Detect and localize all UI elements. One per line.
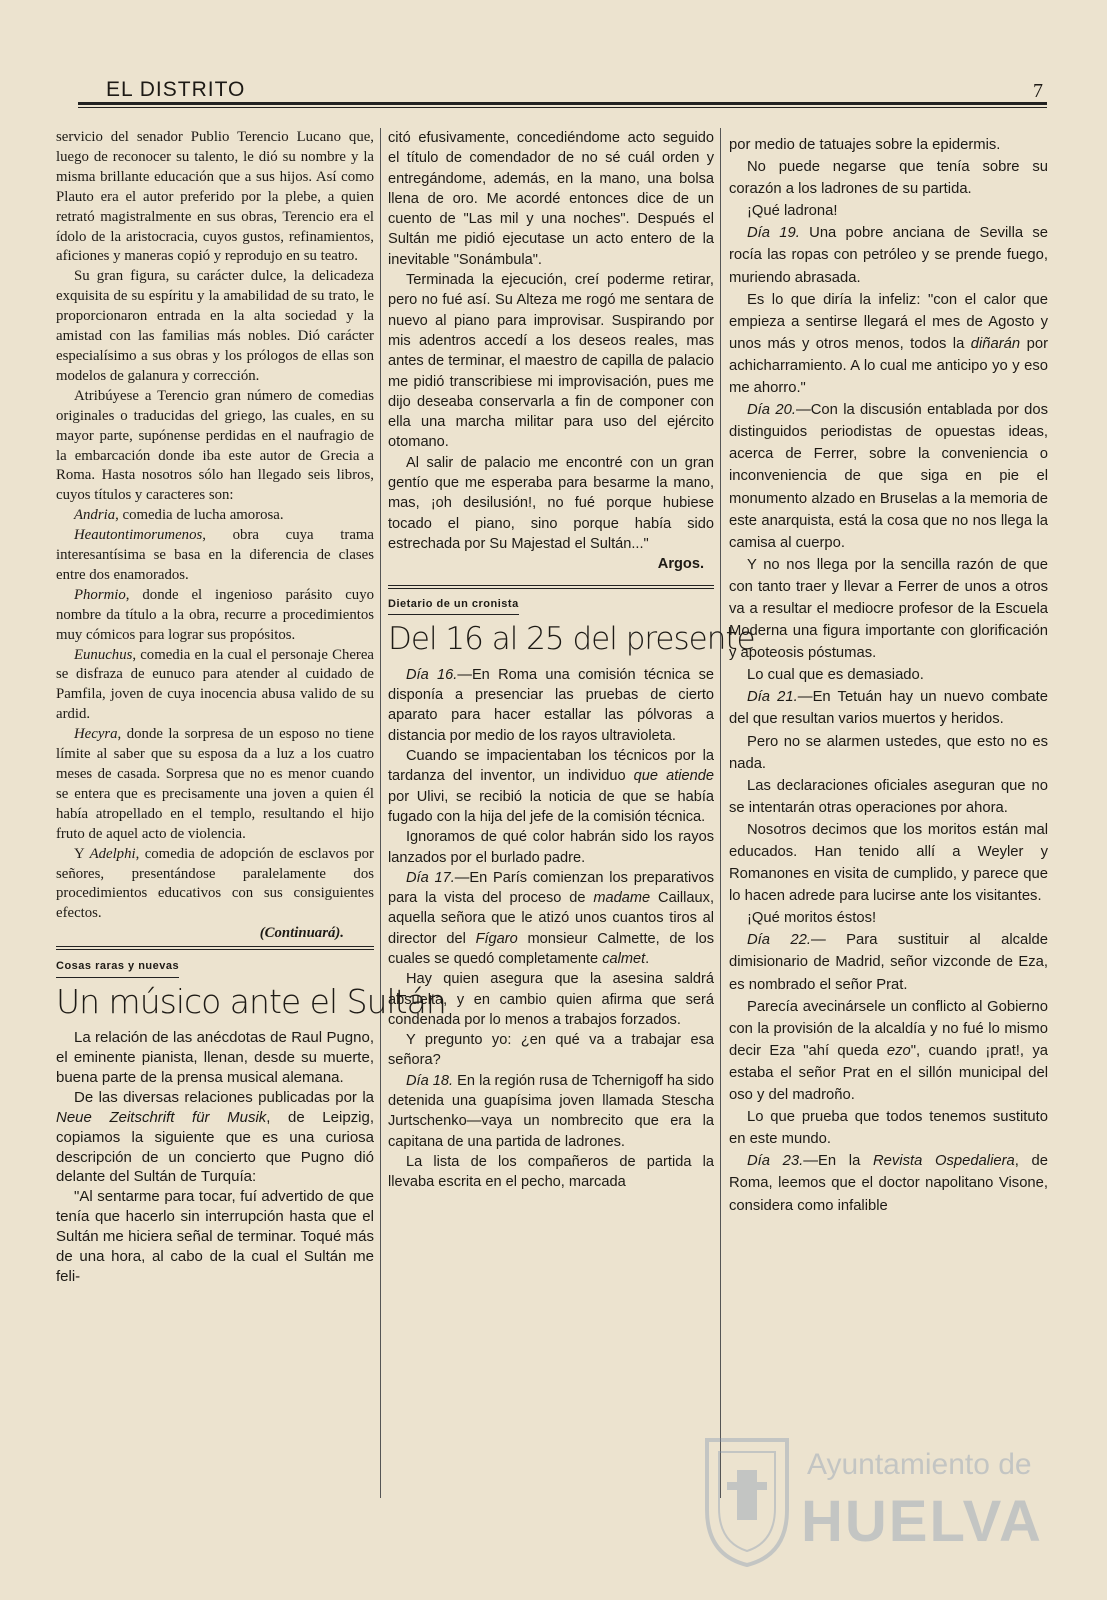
work-desc: , comedia de lucha amorosa. <box>115 507 284 524</box>
text-run: — Para sustituir al alcalde dimisionario de Madrid, señor vizconde de Eza, es nombrado el señor Prat. <box>729 932 1048 993</box>
text-run: —Con la discusión entablada por dos distinguidos periodistas de opuestas ideas, acerca de Ferrer, sobre la conveniencia o inconveniencia de que siga en pie el monumento alzado en Bruselas a la memoria de este anarquista, está la cosa que no nos llega la camisa al cuerpo. <box>729 402 1048 551</box>
paragraph: No puede negarse que tenía sobre su corazón a los ladrones de su partida. <box>729 159 1048 198</box>
text-run: —En Tetuán hay un nuevo combate del que resultan varios muertos y heridos. <box>729 689 1048 728</box>
diary-entry <box>729 929 1048 995</box>
text-run: Una pobre anciana de Sevilla se rocía las ropas con petróleo y se prende fuego, muriendo abrasada. <box>729 225 1048 286</box>
day-label: Día 17. <box>406 869 455 886</box>
text-run: que atiende <box>633 768 714 785</box>
day-label: Día 23. <box>747 1153 804 1170</box>
paragraph: Pero no se alarmen ustedes, que esto no es nada. <box>729 733 1048 772</box>
watermark <box>697 1430 1043 1580</box>
diary-entry <box>729 686 1048 730</box>
text-run: —En Roma una comisión técnica se disponía a presenciar las pruebas de cierto aparato para hacer estallar las pólvoras a distancia por medio de los rayos ultravioleta. <box>388 666 714 744</box>
text-run: ", cuando ¡prat!, ya estaba el señor Prat en el sillón municipal del oso y del madroño. <box>729 1042 1048 1104</box>
paragraph: Lo que prueba que todos tenemos sustituto en este mundo. <box>729 1109 1048 1148</box>
paragraph: Atribúyese a Terencio gran número de comedias originales o traducidas del griego, las cuales, en su mayor parte, supónense perdidas en el naufragio de la embarcación donde iba este autor de Grecia a Roma. Hasta nosotros sólo han llegado seis libros, cuyos títulos y caracteres son: <box>56 387 374 504</box>
diary-entry <box>729 399 1048 554</box>
paragraph: Su gran figura, su carácter dulce, la delicadeza exquisita de su espíritu y la amabilidad de su trato, le proporcionaron entrada en la alta sociedad y la amistad con las familias más nobles. Dió carácter especialísimo a sus obras y los prólogos de ellas son modelos de galanura y corrección. <box>56 268 374 384</box>
work-title: Adelphi <box>89 845 136 862</box>
watermark-line2: HUELVA <box>801 1489 1043 1554</box>
text-run: De las diversas relaciones publicadas por la <box>74 1088 374 1106</box>
text-run: —En la <box>803 1153 873 1170</box>
paragraph: Nosotros decimos que los moritos están mal educados. Han tenido allí a Weyler y Romanones en visita de cumplido, y parece que lo hacen adrede para lucirse ante los visitantes. <box>729 821 1048 905</box>
paragraph: ¡Qué ladrona! <box>747 203 838 220</box>
paragraph: Lo cual que es demasiado. <box>747 667 924 684</box>
section-label: Dietario de un cronista <box>388 594 519 615</box>
text-run: , de Roma, leemos que el doctor napolitano Visone, considera como infalible <box>729 1153 1048 1214</box>
paragraph <box>729 289 1048 399</box>
day-label: Día 21. <box>747 689 798 706</box>
work-entry <box>56 506 374 526</box>
work-entry <box>56 526 374 586</box>
paragraph: Las declaraciones oficiales aseguran que no se intentarán otras operaciones por ahora. <box>729 777 1048 816</box>
work-title: Phormio <box>74 586 126 603</box>
text-run: calmet <box>602 950 646 967</box>
paragraph: La lista de los compañeros de partida la llevaba escrita en el pecho, marcada <box>388 1153 714 1191</box>
text-run: En la región rusa de Tchernigoff ha sido detenida una guapísima joven llamada Stescha Jurtschenko—vaya un nombrecito que era la capitana de una partida de ladrones. <box>388 1072 714 1150</box>
paragraph: por medio de tatuajes sobre la epidermis. <box>729 137 1001 153</box>
diary-entry <box>729 1150 1048 1216</box>
work-entry <box>56 586 374 646</box>
day-label: Día 22. <box>747 932 811 949</box>
text-run: Fígaro <box>475 930 518 947</box>
watermark-line1: Ayuntamiento de <box>807 1448 1032 1481</box>
diary-entry <box>729 222 1048 288</box>
work-entry <box>56 845 374 925</box>
text-run: Parecía avecinársele un conflicto al Gobierno con la provisión de la alcaldía y no fué lo mismo decir Eza "ahí queda <box>729 998 1048 1059</box>
day-label: Día 19. <box>747 225 800 242</box>
page-number: 7 <box>1033 80 1043 102</box>
article-title: Un músico ante el Sultán <box>56 982 446 1022</box>
text-run: —En París comienzan los preparativos para la vista del proceso de <box>388 869 714 907</box>
text-run: . <box>645 950 650 967</box>
paragraph <box>388 746 714 827</box>
text-run: por achicharramiento. A lo cual me anticipo yo y eso me ahorro." <box>729 335 1048 397</box>
header-rule-thin <box>78 107 1047 108</box>
article-title: Del 16 al 25 del presente <box>388 620 755 657</box>
work-title: Eunuchus <box>74 646 133 663</box>
paragraph <box>729 996 1048 1106</box>
paragraph: servicio del senador Publio Terencio Lucano que, luego de reconocer su talento, le dió su nombre y la misma brillante educación que a sus hijos. Así como Plauto era el autor preferido por la plebe, a quien retrató magistralmente en sus obras, Terencio era el ídolo de la aristocracia, cuyos gustos, refinamientos, aficiones y maneras copió y reprodujo en su teatro. <box>56 129 374 265</box>
paragraph: Y no nos llega por la sencilla razón de que con tanto traer y llevar a Ferrer de unos a otros va a resultar el mediocre profesor de la Escuela Moderna una figura importante con glorificación y apoteosis póstumas. <box>729 556 1048 662</box>
text-run: Es lo que diría la infeliz: "con el calor que empieza a sentirse llegará el mes de Agosto y unos más y otros menos, todos la <box>729 291 1048 352</box>
masthead: EL DISTRITO <box>106 78 246 101</box>
column-2 <box>388 128 755 1193</box>
paragraph: Terminada la ejecución, creí poderme retirar, pero no fué así. Su Alteza me rogó me sentara de nuevo al piano para improvisar. Suspirando por mis adentros accedí a los deseos reales, mas antes de terminar, el maestro de capilla de palacio me pidió transcribiese mi improvisación, pues me dijo deseaba conservarla a fin de componer con ella una marcha militar para uso del ejército otomano. <box>388 272 714 451</box>
journal-name: Revista Ospedaliera <box>872 1153 1015 1170</box>
paragraph: La relación de las anécdotas de Raul Pugno, el eminente pianista, llenan, desde su muerte, buena parte de la prensa musical alemana. <box>56 1029 374 1086</box>
work-desc: , obra cuya trama interesantísima se basa en la diferencia de clases entre dos enamorados. <box>56 527 374 583</box>
day-label: Día 16. <box>406 666 458 683</box>
work-entry <box>56 725 374 844</box>
continued-note: (Continuará). <box>56 924 374 950</box>
paragraph: Ignoramos de qué color habrán sido los rayos lanzados por el burlado padre. <box>388 829 714 866</box>
day-label: Día 20. <box>747 402 796 419</box>
work-desc: , comedia de adopción de esclavos por señores, presentándose paralelamente dos procedimientos educativos con sus consiguientes efectos. <box>56 845 374 922</box>
text-run: madame <box>593 890 651 907</box>
diary-entry <box>388 1071 714 1152</box>
text-run: ezo <box>886 1042 911 1059</box>
day-label: Día 18. <box>406 1072 454 1089</box>
column-3 <box>729 134 1048 1217</box>
diary-entry <box>388 868 714 969</box>
work-title: Hecyra <box>74 726 118 743</box>
section-label: Cosas raras y nuevas <box>56 957 179 978</box>
column-divider <box>720 128 721 1498</box>
paragraph: ¡Qué moritos éstos! <box>747 910 877 927</box>
text-run: Cuando se impacientaban los técnicos por la tardanza del inventor, un individuo <box>388 748 714 785</box>
work-desc: , donde la sorpresa de un esposo no tiene límite al saber que su esposa da a luz a los cuatro meses de casada. Sorpresa que no es menor cuando se entera que es precisamente una joven a quien él había atropellado en el templo, resultando el hijo fruto de aquel acto de violencia. <box>56 726 374 842</box>
journal-name: Neue Zeitschrift für Musik <box>56 1108 267 1126</box>
work-prefix: Y <box>74 845 90 862</box>
work-desc: , donde el ingenioso parásito cuyo nombre da título a la obra, recurre a procedimientos muy cómicos para lograr sus propósitos. <box>56 586 374 643</box>
text-run: por Ulivi, se recibió la noticia de que se había fugado con la hija del jefe de la comisión técnica. <box>388 788 714 825</box>
work-title: Heautontimorumenos <box>74 527 203 544</box>
paragraph: "Al sentarme para tocar, fuí advertido de que tenía que hacerlo sin interrupción hasta que el Sultán me hiciera señal de terminar. Toqué más de una hora, al cabo de la cual el Sultán me feli- <box>56 1188 374 1285</box>
text-run: diñarán <box>970 335 1021 352</box>
paragraph: Al salir de palacio me encontré con un gran gentío que me esperaba para besarme la mano, mas, ¡oh desilusión!, no fué porque hubiese tocado el piano, sino porque había sido estrechada por Su Majestad el Sultán..." <box>388 454 714 552</box>
work-desc: , comedia en la cual el personaje Cherea se disfraza de eunuco para atender al cuidado de Pamfila, joven de cuya inocencia abusa valido de su ardid. <box>56 646 374 723</box>
text-run: , de Leipzig, copiamos la siguiente que es una curiosa descripción de un concierto que Pugno dió delante del Sultán de Turquía: <box>56 1108 375 1186</box>
work-entry <box>56 646 374 726</box>
coat-of-arms-icon <box>697 1430 797 1570</box>
text-run: Caillaux, aquella señora que le atizó unos cuantos tiros al director del <box>388 890 715 947</box>
diary-entry <box>388 665 714 746</box>
signature: Argos. <box>657 556 704 573</box>
text-run: monsieur Calmette, de los cuales se quedó completamente <box>388 930 714 967</box>
paragraph: Y pregunto yo: ¿en qué va a trabajar esa señora? <box>388 1032 714 1069</box>
column-divider <box>380 128 381 1498</box>
header-rule <box>78 102 1047 105</box>
section-rule <box>388 585 714 589</box>
paragraph <box>56 1088 374 1188</box>
paragraph: citó efusivamente, concediéndome acto seguido el título de comendador de no sé cuál orden y entregándome, además, en la mano, una bolsa llena de oro. Me acordé entonces dice de un cuento de "Las mil y una noches". Después el Sultán me pidió ejecutase un acto entero de la inevitable "Sonámbula". <box>388 130 714 268</box>
page-header <box>78 76 1047 106</box>
work-title: Andria <box>74 507 116 524</box>
paragraph: Hay quien asegura que la asesina saldrá absuelta, y en cambio quien afirma que será condenada por lo menos a trabajos forzados. <box>388 971 714 1028</box>
